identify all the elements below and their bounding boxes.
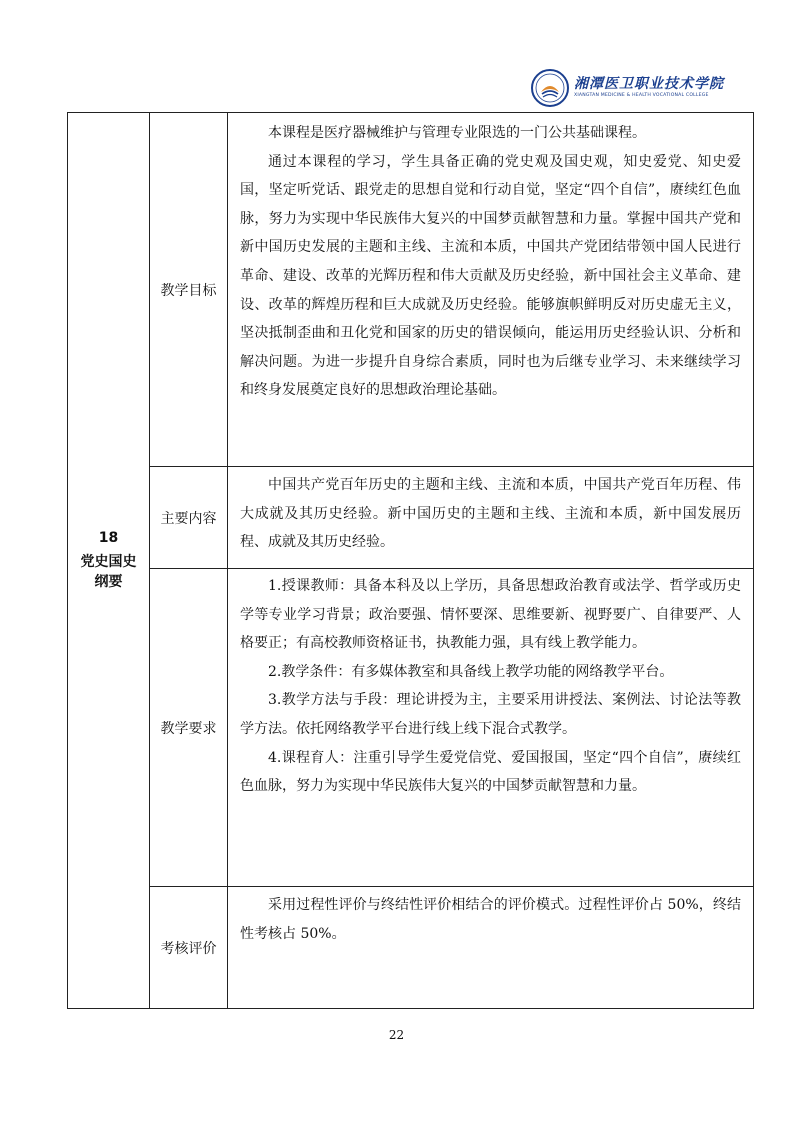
- row-label: 教学目标: [150, 113, 228, 467]
- college-logo: [530, 68, 730, 108]
- page-number: 22: [388, 1028, 405, 1042]
- row-label: 考核评价: [150, 887, 228, 1009]
- college-emblem-icon: [530, 68, 570, 108]
- college-english-name: XIANGTAN MEDICINE & HEALTH VOCATIONAL COLLEGE: [574, 93, 709, 98]
- row-teaching-requirements: [68, 569, 754, 887]
- row-main-content: [68, 467, 754, 569]
- paragraph: 2.教学条件：有多媒体教室和具备线上教学功能的网络教学平台。: [268, 663, 674, 680]
- paragraph: 3.教学方法与手段：理论讲授为主，主要采用讲授法、案例法、讨论法等教学方法。依托网络教学平台进行线上线下混合式教学。: [240, 692, 741, 737]
- paragraph: 通过本课程的学习，学生具备正确的党史观及国史观，知史爱党、知史爱国，坚定听党话、跟党走的思想自觉和行动自觉，坚定“四个自信”，赓续红色血脉，努力为实现中华民族伟大复兴的中国梦贡献智慧和力量。掌握中国共产党和新中国历史发展的主题和主线、主流和本质，中国共产党团结带领中国人民进行革命、建设、改革的光辉历程和伟大贡献及历史经验，新中国社会主义革命、建设、改革的辉煌历程和巨大成就及历史经验。能够旗帜鲜明反对历史虚无主义，坚决抵制歪曲和丑化党和国家的历史的错误倾向，能运用历史经验认识、分析和解决问题。为进一步提升自身综合素质，同时也为后继专业学习、未来继续学习和终身发展奠定良好的思想政治理论基础。: [240, 153, 741, 399]
- paragraph: 本课程是医疗器械维护与管理专业限选的一门公共基础课程。: [268, 125, 646, 141]
- row-content: [228, 887, 754, 1009]
- row-content: [228, 569, 754, 887]
- course-table: [67, 112, 754, 1009]
- paragraph: 中国共产党百年历史的主题和主线、主流和本质，中国共产党百年历程、伟大成就及其历史经验。新中国历史的主题和主线、主流和本质，新中国发展历程、成就及其历史经验。: [240, 477, 741, 551]
- paragraph: 1.授课教师：具备本科及以上学历，具备思想政治教育或法学、哲学或历史学等专业学习背景；政治要强、情怀要深、思维要新、视野要广、自律要严、人格要正；有高校教师资格证书，执教能力强，具有线上教学能力。: [240, 578, 741, 652]
- course-number: 18: [98, 529, 119, 546]
- course-name: 党史国史纲要: [80, 553, 137, 590]
- paragraph: 采用过程性评价与终结性评价相结合的评价模式。过程性评价占 50%，终结性考核占 50%。: [240, 897, 741, 942]
- college-name: 湘潭医卫职业技术学院: [574, 76, 724, 92]
- course-id-cell: [68, 113, 150, 1009]
- paragraph: 4.课程育人：注重引导学生爱党信党、爱国报国，坚定“四个自信”，赓续红色血脉，努力为实现中华民族伟大复兴的中国梦贡献智慧和力量。: [240, 749, 741, 795]
- row-content: [228, 467, 754, 569]
- row-label: 主要内容: [150, 467, 228, 569]
- row-content: [228, 113, 754, 467]
- row-label: 教学要求: [150, 569, 228, 887]
- row-teaching-goal: [68, 113, 754, 467]
- row-assessment: [68, 887, 754, 1009]
